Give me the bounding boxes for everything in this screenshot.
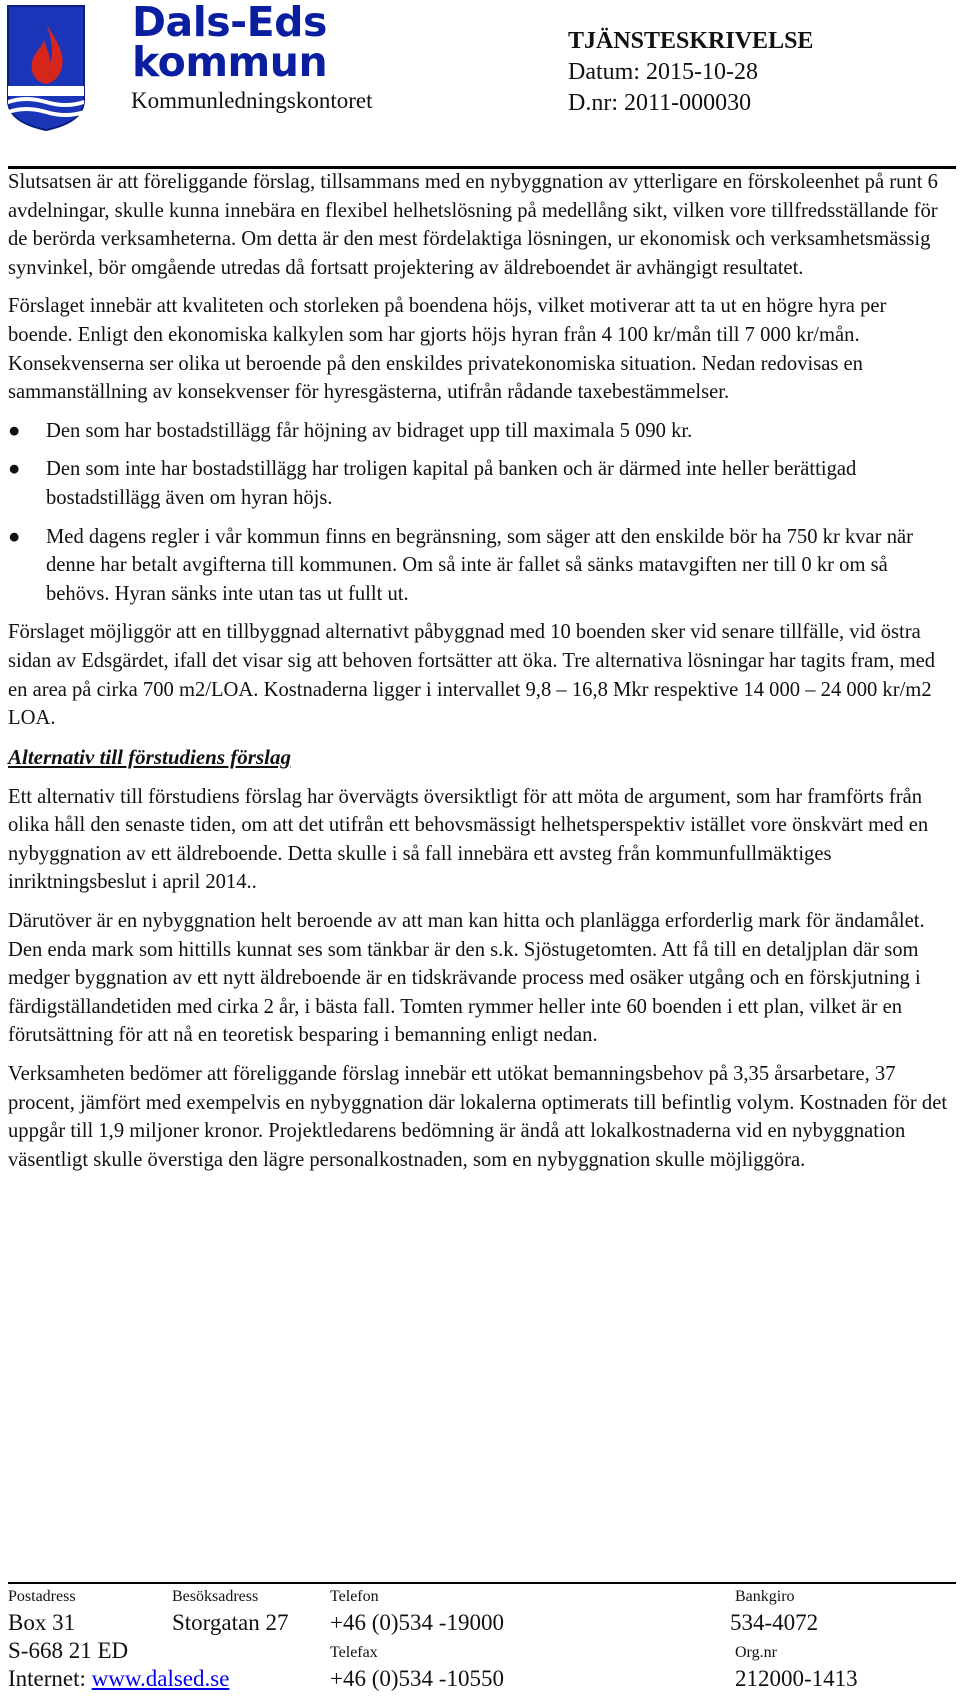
internet-label: Internet: [8, 1666, 92, 1691]
fax-label: Telefax [330, 1644, 378, 1661]
document-type: TJÄNSTESKRIVELSE [568, 28, 814, 54]
consequence-list [8, 417, 956, 609]
postal-address-label: Postadress [8, 1588, 76, 1605]
paragraph: Verksamheten bedömer att föreliggande förslag innebär ett utökat bemanningsbehov på 3,35 årsarbetare, 37 procent, jämfört med exempelvis en nybyggnation där lokalerna optimerats till befintlig volym. Kostnaden för det uppgår till 1,9 miljoner kronor. Projektledarens bedömning är ändå att lokalkostnaderna vid en nybyggnation väsentligt skulle överstiga den lägre personalkostnaden, som en nybyggnation skulle möjliggöra. [8, 1063, 948, 1171]
list-item [8, 417, 956, 446]
internet-line [8, 1666, 229, 1692]
org-number: 212000-1413 [735, 1666, 858, 1691]
paragraph: Därutöver är en nybyggnation helt beroende av att man kan hitta och planlägga erforderlig mark för ändamålet. Den enda mark som hittills kunnat ses som tänkbar är den s.k. Sjöstugetomten. Att få till en detaljplan där som medger byggnation av ett nytt äldreboende är en tidskrävande process med osäker utgång och en förskjutning i färdigställandetiden med cirka 2 år, i bästa fall. Tomten rymmer heller inte 60 boenden i ett plan, vilket är en förutsättning för att nå en teoretisk besparing i bemanning enligt nedan. [8, 910, 925, 1047]
list-item [8, 455, 956, 512]
bullet-icon: ● [8, 525, 21, 548]
phone-number: +46 (0)534 -19000 [330, 1610, 504, 1635]
municipal-coat-of-arms-logo [6, 4, 86, 132]
visit-address: Storgatan 27 [172, 1610, 289, 1635]
brand-line-1: Dals-Eds [132, 0, 327, 46]
section-heading: Alternativ till förstudiens förslag [8, 744, 291, 769]
paragraph: Förslaget möjliggör att en tillbyggnad alternativt påbyggnad med 10 boenden sker vid senare tillfälle, vid östra sidan av Edsgärdet, ifall det visar sig att behoven fortsätter att öka. Tre alternativa lösningar har tagits fram, med en area på cirka 700 m2/LOA. Kostnaderna ligger i intervallet 9,8 – 16,8 Mkr respektive 14 000 – 24 000 kr/m2 LOA. [8, 621, 936, 730]
paragraph: Ett alternativ till förstudiens förslag har övervägts översiktligt för att möta de argument, som har framförts från olika håll den senaste tiden, om att det utifrån ett behovsmässigt helhetsperspektiv istället vore önskvärt med en nybyggnation av ett äldreboende. Detta skulle i så fall innebära ett avsteg från kommunfullmäktiges inriktningsbeslut i april 2014.. [8, 785, 929, 894]
visit-address-label: Besöksadress [172, 1588, 259, 1605]
list-item [8, 523, 956, 609]
postal-address-line-1: Box 31 [8, 1610, 76, 1635]
brand-name [132, 0, 328, 86]
org-number-label: Org.nr [735, 1644, 777, 1661]
letterhead [0, 0, 960, 160]
document-date: Datum: 2015-10-28 [568, 59, 758, 85]
document-info [568, 26, 813, 119]
list-item-text: Den som har bostadstillägg får höjning av bidraget upp till maximala 5 090 kr. [46, 419, 693, 442]
document-body [8, 168, 956, 1184]
brand-line-2: kommun [132, 38, 328, 86]
diary-number: D.nr: 2011-000030 [568, 90, 752, 116]
bullet-icon: ● [8, 419, 21, 442]
phone-label: Telefon [330, 1588, 379, 1605]
bullet-icon: ● [8, 458, 21, 481]
list-item-text: Med dagens regler i vår kommun finns en begränsning, som säger att den enskilde bör ha 750 kr kvar när denne har betalt avgifterna till kommunen. Om så inte är fallet så sänks matavgiften ner till 0 kr om så behövs. Hyran sänks inte utan tas ut fullt ut. [46, 525, 913, 605]
bankgiro-label: Bankgiro [735, 1588, 795, 1605]
postal-address-line-2: S-668 21 ED [8, 1638, 129, 1663]
paragraph: Förslaget innebär att kvaliteten och storleken på boendena höjs, vilket motiverar att ta ut en högre hyra per boende. Enligt den ekonomiska kalkylen som har gjorts höjs hyran från 4 100 kr/mån till 7 000 kr/mån. Konsekvenserna ser olika ut beroende på den enskildes privatekonomiska situation. Nedan redovisas en sammanställning av konsekvenser för hyresgästerna, utifrån rådande taxebestämmelser. [8, 295, 887, 404]
footer-divider [8, 1582, 956, 1584]
office-name: Kommunledningskontoret [131, 88, 373, 113]
footer [8, 1586, 956, 1698]
website-link[interactable]: www.dalsed.se [91, 1666, 230, 1691]
list-item-text: Den som inte har bostadstillägg har troligen kapital på banken och är därmed inte heller berättigad bostadstillägg även om hyran höjs. [46, 458, 857, 509]
bankgiro-number: 534-4072 [730, 1610, 819, 1635]
paragraph: Slutsatsen är att föreliggande förslag, tillsammans med en nybyggnation av ytterligare en förskoleenhet på runt 6 avdelningar, skulle kunna innebära en flexibel helhetslösning på medellång sikt, vilken vore tillfredsställande för de berörda verksamheterna. Om detta är den mest fördelaktiga lösningen, ur ekonomisk och verksamhetsmässig synvinkel, bör omgående utredas då fortsatt projektering av äldreboendet är avhängigt resultatet. [8, 171, 938, 279]
fax-number: +46 (0)534 -10550 [330, 1666, 504, 1691]
